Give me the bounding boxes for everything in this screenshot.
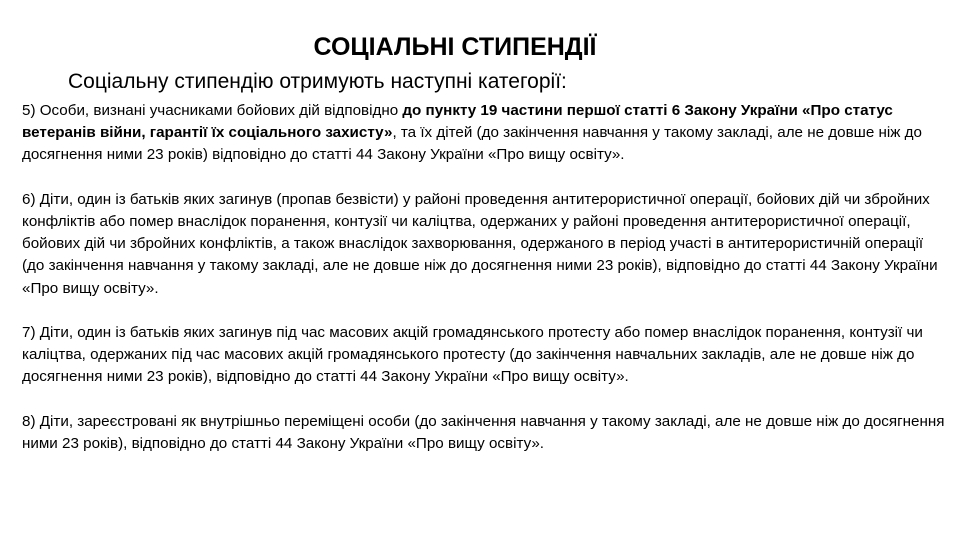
slide-subtitle: Соціальну стипендію отримують наступні категорії: [68, 70, 567, 93]
category-item-6: 6) Діти, один із батьків яких загинув (пропав безвісти) у районі проведення антитерористичної операції, бойових дій чи збройних конфліктів або помер внаслідок поранення, контузії чи каліцтва, одержаних у районі проведення антитерористичної операції, бойових дій чи збройних конфліктів, а також внаслідок захворювання, одержаного в період участі в антитерористичній операції (до закінчення навчання у такому закладі, але не довше ніж до досягнення ними 23 років), відповідно до статті 44 Закону України «Про вищу освіту». [22, 190, 938, 297]
category-5-text-start: 5) Особи, визнані учасниками бойових дій відповідно [22, 102, 403, 119]
category-5-text-end: , та їх дітей (до закінчення навчання у такому закладі, але не довше ніж до досягнення ними 23 років) відповідно до статті 44 Закону України «Про вищу освіту». [22, 124, 922, 164]
category-item-5 [22, 100, 947, 167]
categories-list [22, 100, 947, 455]
slide-title: СОЦІАЛЬНІ СТИПЕНДІЇ [313, 33, 597, 61]
category-5-law-reference: до пункту 19 частини першої статті 6 Закону України «Про статус ветеранів війни, гарантії їх соціального захисту» [22, 102, 893, 142]
category-item-8: 8) Діти, зареєстровані як внутрішньо переміщені особи (до закінчення навчання у такому закладі, але не довше ніж до досягнення ними 23 років), відповідно до статті 44 Закону України «Про вищу освіту». [22, 412, 945, 452]
category-item-7: 7) Діти, один із батьків яких загинув під час масових акцій громадянського протесту або помер внаслідок поранення, контузії чи каліцтва, одержаних під час масових акцій громадянського протесту (до закінчення навчальних закладів, але не довше ніж до досягнення ними 23 років), відповідно до статті 44 Закону України «Про вищу освіту». [22, 324, 923, 386]
